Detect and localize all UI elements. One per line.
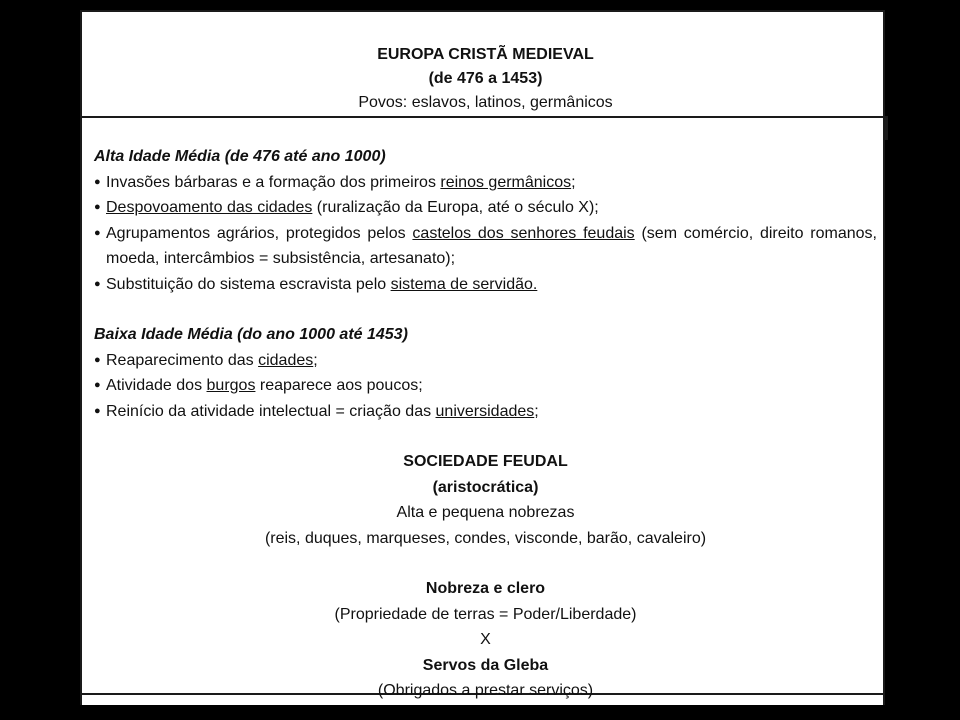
nobility-ranks: (reis, duques, marqueses, condes, visconde, barão, cavaleiro) — [264, 529, 707, 547]
sociedade-subtitle: (aristocrática) — [432, 478, 539, 496]
sociedade-title: SOCIEDADE FEUDAL — [403, 453, 568, 470]
list-item: ● Substituição do sistema escravista pelo sistema de servidão. — [94, 272, 877, 298]
bullet-icon: ● — [94, 175, 101, 188]
list-item: ● Atividade dos burgos reaparece aos poucos; — [94, 373, 877, 399]
header-peoples: Povos: eslavos, latinos, germânicos — [358, 94, 613, 111]
header-period: (de 476 a 1453) — [428, 70, 543, 87]
top-border — [80, 10, 885, 12]
nobrezas-line: Alta e pequena nobrezas — [396, 504, 575, 521]
list-item: ● Invasões bárbaras e a formação dos primeiros reinos germânicos; — [94, 170, 877, 196]
list-item: ● Agrupamentos agrários, protegidos pelos castelos dos senhores feudais (sem comércio, direito romanos, moeda, intercâmbios = subsistência, artesanato); — [94, 221, 877, 272]
header-title: EUROPA CRISTÃ MEDIEVAL — [377, 46, 594, 63]
versus-mark: X — [480, 631, 491, 648]
list-item: ● Reaparecimento das cidades; — [94, 348, 877, 374]
right-tick-mark — [884, 116, 888, 140]
nobreza-clero-desc: (Propriedade de terras = Poder/Liberdade) — [334, 605, 637, 623]
left-border — [80, 10, 82, 705]
document-header — [86, 43, 885, 115]
bullet-icon: ● — [94, 226, 101, 239]
bullet-icon: ● — [94, 404, 101, 417]
servos-title: Servos da Gleba — [422, 656, 549, 674]
list-item: ● Reinício da atividade intelectual = criação das universidades; — [94, 399, 877, 425]
alta-idade-media-title: Alta Idade Média (de 476 até ano 1000) — [94, 148, 386, 165]
bullet-icon: ● — [94, 379, 101, 391]
bullet-icon: ● — [94, 201, 101, 213]
baixa-idade-media-title: Baixa Idade Média (do ano 1000 até 1453) — [94, 326, 408, 343]
header-divider — [80, 116, 885, 118]
nobreza-clero-title: Nobreza e clero — [425, 580, 546, 597]
list-item: ● Despovoamento das cidades (ruralização da Europa, até o século X); — [94, 195, 877, 221]
sociedade-feudal-section — [94, 449, 877, 704]
document-page — [80, 10, 885, 705]
bullet-icon: ● — [94, 353, 101, 366]
servos-desc: (Obrigados a prestar serviços) — [377, 682, 594, 699]
document-body — [94, 144, 877, 704]
bullet-icon: ● — [94, 277, 101, 290]
